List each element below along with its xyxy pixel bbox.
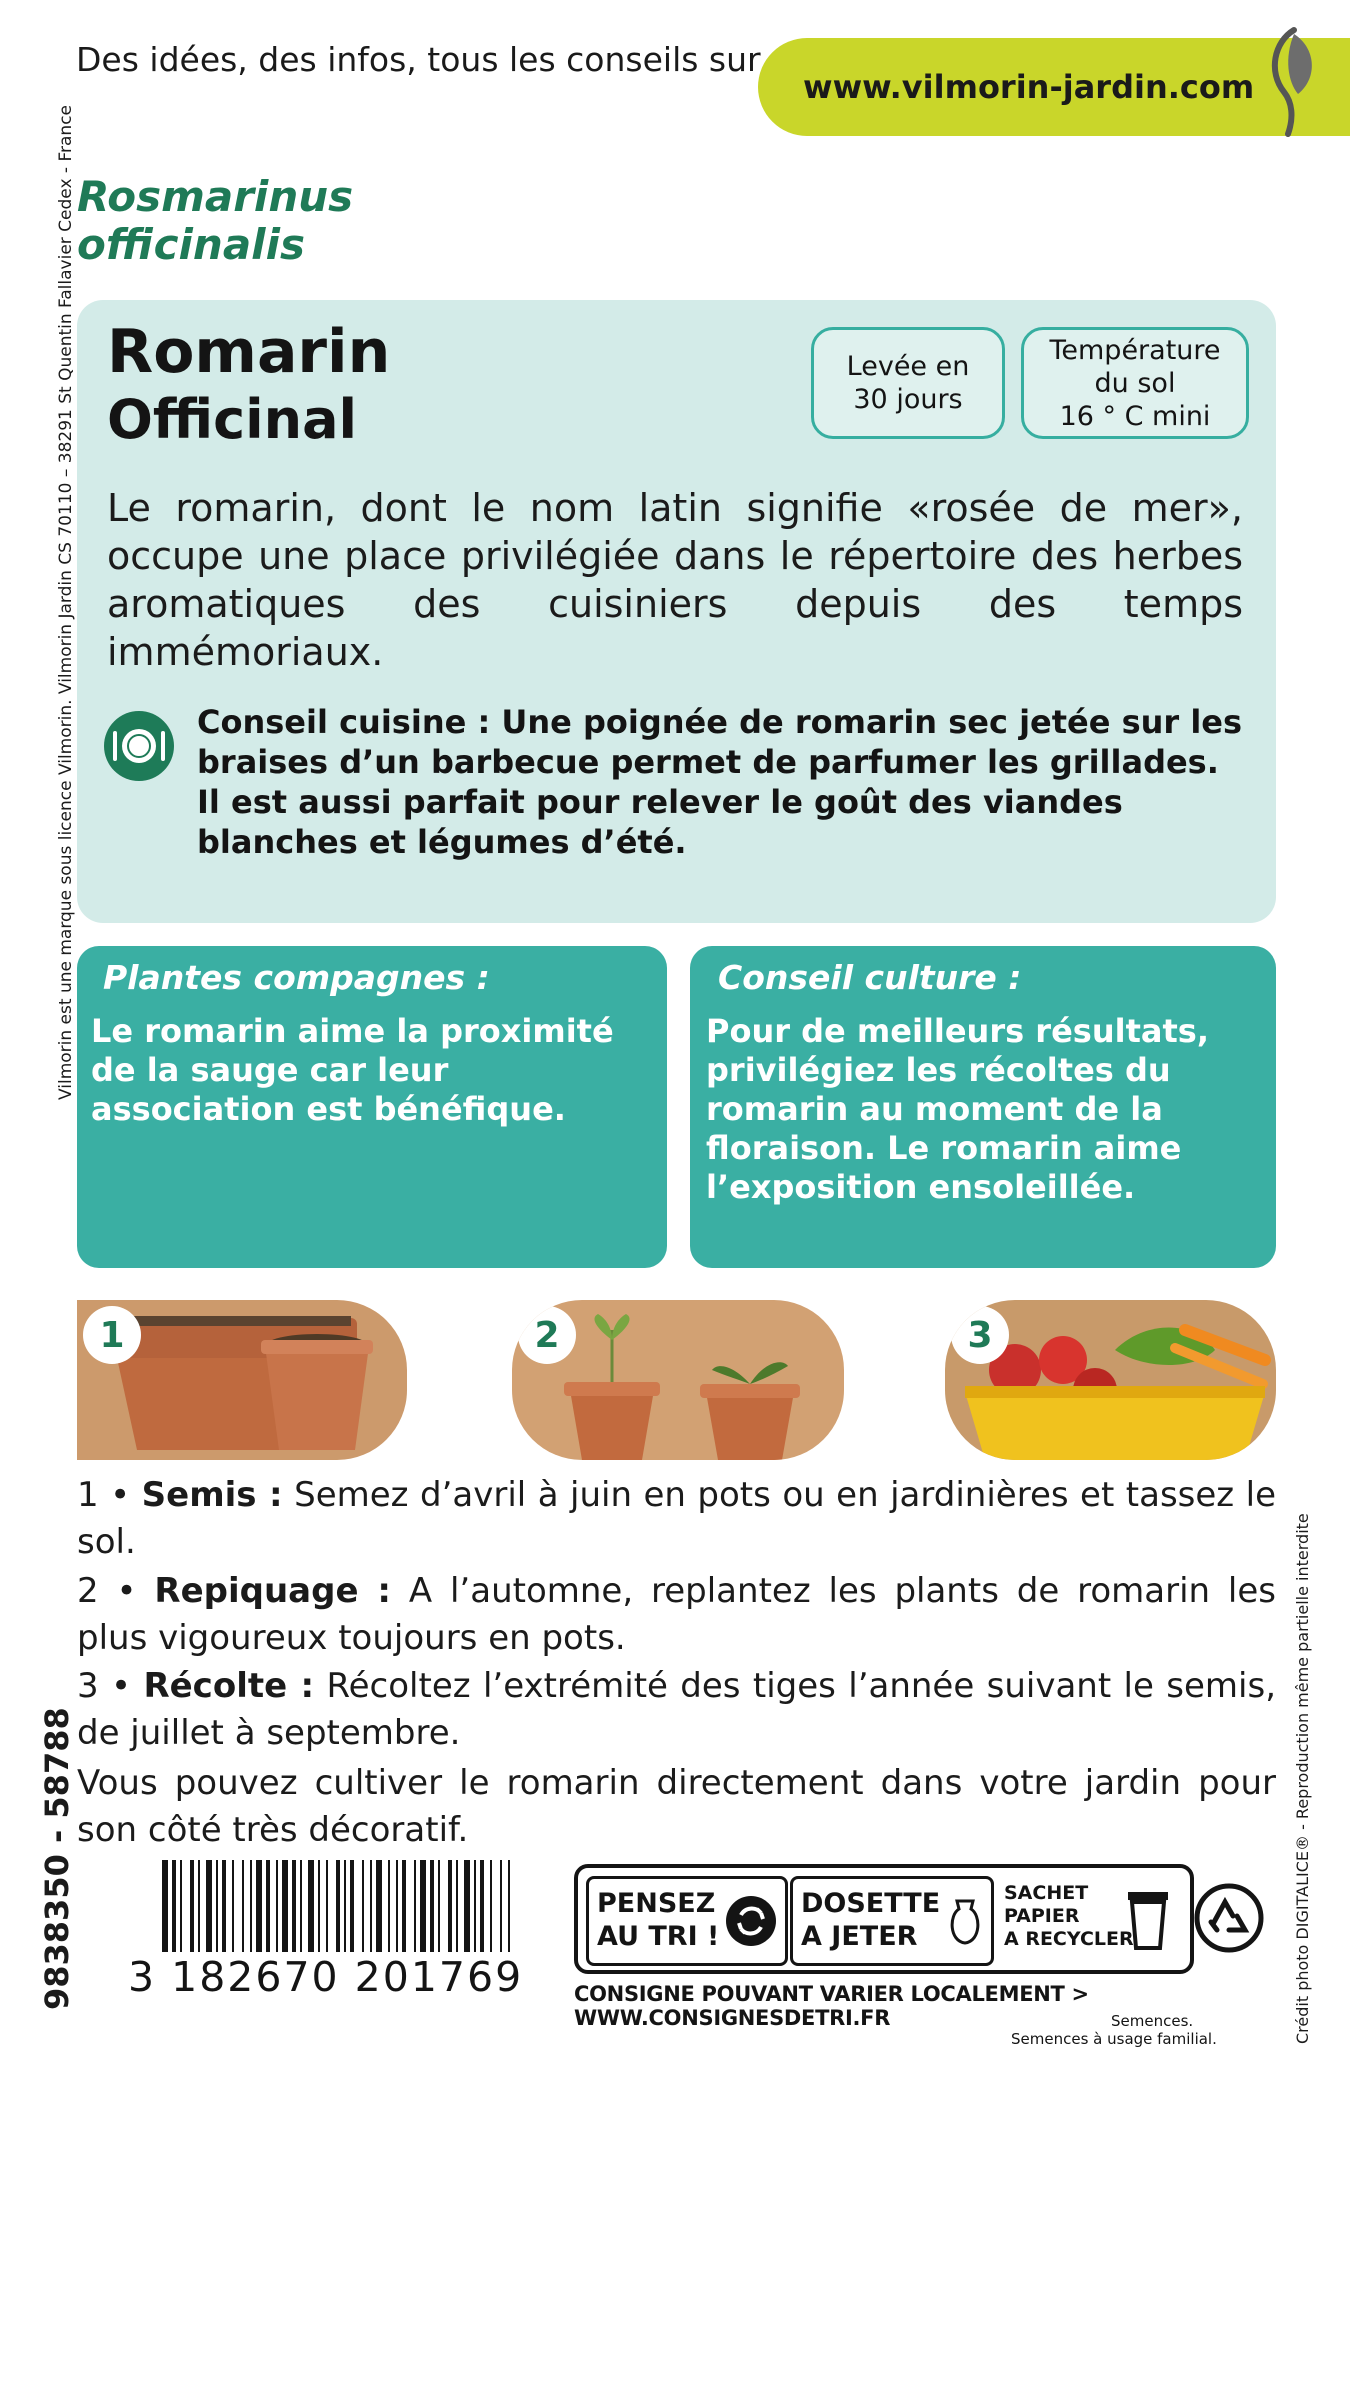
step-1-prefix: 1 • [77,1475,131,1515]
germination-line2: 30 jours [853,384,963,415]
barcode-bar [336,1860,340,1952]
barcode-bar [420,1860,426,1952]
barcode-bar [232,1860,234,1952]
barcode-bar [456,1860,458,1952]
barcode-bar [198,1860,200,1952]
barcode-bar [490,1860,492,1952]
barcode-bar [430,1860,434,1952]
pod-discard-cell [790,1876,994,1966]
barcode-bar [388,1860,390,1952]
barcode-bar [250,1860,252,1952]
pod-discard-text [801,1887,940,1953]
temperature-badge [1021,327,1249,439]
latin-name-line1: Rosmarinus [77,172,354,221]
seeds-usage-label: Semences à usage familial. [1011,2030,1217,2048]
product-title: Romarin [107,317,391,387]
barcode-bar [216,1860,218,1952]
barcode-bar [282,1860,288,1952]
barcode-bar [376,1860,382,1952]
barcode-bar [438,1860,440,1952]
barcode-bar [480,1860,484,1952]
barcode-bar [344,1860,346,1952]
culture-title: Conseil culture : [718,958,1022,997]
barcode-bar [222,1860,226,1952]
companion-plants-box [77,946,667,1268]
barcode-bar [190,1860,194,1952]
product-code: 9838350 - 58788 [38,1707,76,2010]
product-description: Le romarin, dont le nom latin signifie «rosée de mer», occupe une place privilégiée dans le répertoire des herbes aromatiques des cuisiniers depuis des temps immémoriaux. [107,486,1243,674]
sort-reminder-line2: AU TRI ! [597,1921,720,1952]
step-3-text [77,1663,1276,1757]
barcode-bar [508,1860,510,1952]
photo-credit: Crédit photo DIGITALICE® - Reproduction même partielle interdite [1293,1513,1312,2044]
website-url-banner[interactable] [758,38,1350,136]
header-tagline: Des idées, des infos, tous les conseils sur [76,40,761,79]
barcode-bar [206,1860,212,1952]
barcode-bar [172,1860,176,1952]
barcode-bar [242,1860,244,1952]
recycle-arrows-icon [723,1893,779,1949]
barcode-bar [350,1860,354,1952]
paper-recycle-cell [996,1876,1176,1960]
website-url[interactable]: www.vilmorin-jardin.com [803,68,1255,106]
step-2-label: Repiquage : [154,1571,392,1611]
paper-recycle-text [1004,1882,1134,1951]
plate-cutlery-icon [104,711,174,781]
step-1-description: Semez d’avril à juin en pots ou en jardinières et tassez le sol. [77,1475,1276,1562]
barcode-bar [396,1860,398,1952]
barcode-bar [180,1860,182,1952]
recycling-label [574,1864,1194,1974]
step-1-number: 1 [83,1306,141,1364]
product-subtitle: Officinal [107,388,358,451]
pod-discard-line1: DOSETTE [801,1888,941,1919]
step-1-label: Semis : [141,1475,283,1515]
barcode-bar [464,1860,470,1952]
barcode-bar [474,1860,476,1952]
temperature-line2: du sol [1094,367,1176,399]
barcode-bar [414,1860,416,1952]
barcode-bar [370,1860,372,1952]
barcode-bar [402,1860,406,1952]
leaf-logo-icon [1254,22,1328,142]
pod-discard-line2: A JETER [801,1921,918,1952]
step-3-number: 3 [951,1306,1009,1364]
sort-reminder-text [597,1887,719,1953]
barcode-bar [362,1860,364,1952]
barcode-bar [266,1860,270,1952]
step-2-prefix: 2 • [77,1571,137,1611]
barcode-bar [276,1860,278,1952]
culture-tip-box [690,946,1276,1268]
step-3-description: Récoltez l’extrémité des tiges l’année suivant le semis, de juillet à septembre. [77,1666,1277,1753]
step-2-description: A l’automne, replantez les plants de romarin les plus vigoureux toujours en pots. [77,1571,1277,1658]
recycling-bin-icon [1122,1886,1174,1952]
barcode-number: 3 182670 201769 [128,1953,524,2001]
culture-text: Pour de meilleurs résultats, privilégiez les récoltes du romarin au moment de la floraison. Le romarin aime l’exposition ensoleillée. [706,1012,1209,1206]
barcode-bar [326,1860,328,1952]
cuisine-tip: Conseil cuisine : Une poignée de romarin sec jetée sur les braises d’un barbecue permet de parfumer les grillades. Il est aussi parfait pour relever le goût des viandes blanches et légumes d’été. [197,703,1243,861]
barcode-bar [162,1860,168,1952]
step-2-number: 2 [518,1306,576,1364]
step-2-transplant-image [512,1300,844,1460]
barcode-bar [448,1860,452,1952]
latin-name-line2: officinalis [77,220,305,269]
barcode-bar [300,1860,302,1952]
barcode-bar [292,1860,296,1952]
legal-notice: Vilmorin est une marque sous licence Vilmorin. Vilmorin Jardin CS 70110 – 38291 St Quentin Fallavier Cedex - France [56,105,76,1100]
companion-text: Le romarin aime la proximité de la sauge car leur association est bénéfique. [91,1012,614,1128]
pouch-icon [947,1897,983,1947]
step-2-text [77,1568,1276,1662]
recycling-disclaimer: CONSIGNE POUVANT VARIER LOCALEMENT > WWW.CONSIGNESDETRI.FR [574,1982,1089,2030]
barcode-bar [308,1860,314,1952]
temperature-line1: Température [1049,334,1221,366]
paper-recycle-line2: PAPIER [1004,1905,1080,1927]
temperature-line3: 16 ° C mini [1059,400,1211,432]
step-1-sowing-image [77,1300,407,1460]
germination-badge [811,327,1005,439]
bottom-note: Vous pouvez cultiver le romarin directement dans votre jardin pour son côté très décoratif. [77,1763,1276,1850]
paper-recycle-line1: SACHET [1004,1882,1089,1904]
seeds-label: Semences. [1111,2012,1194,2030]
sort-reminder-cell [586,1876,788,1966]
triman-logo-icon [1193,1882,1265,1954]
paper-recycle-line3: A RECYCLER [1004,1928,1134,1950]
step-3-label: Récolte : [143,1666,315,1706]
step-1-text [77,1472,1276,1566]
step-3-prefix: 3 • [77,1666,132,1706]
companion-title: Plantes compagnes : [103,958,490,997]
barcode-bar [318,1860,320,1952]
latin-name [77,173,353,269]
step-3-harvest-image [945,1300,1276,1460]
barcode-bar [500,1860,502,1952]
sort-reminder-line1: PENSEZ [597,1888,716,1919]
barcode-bar [256,1860,262,1952]
germination-line1: Levée en [846,351,970,382]
